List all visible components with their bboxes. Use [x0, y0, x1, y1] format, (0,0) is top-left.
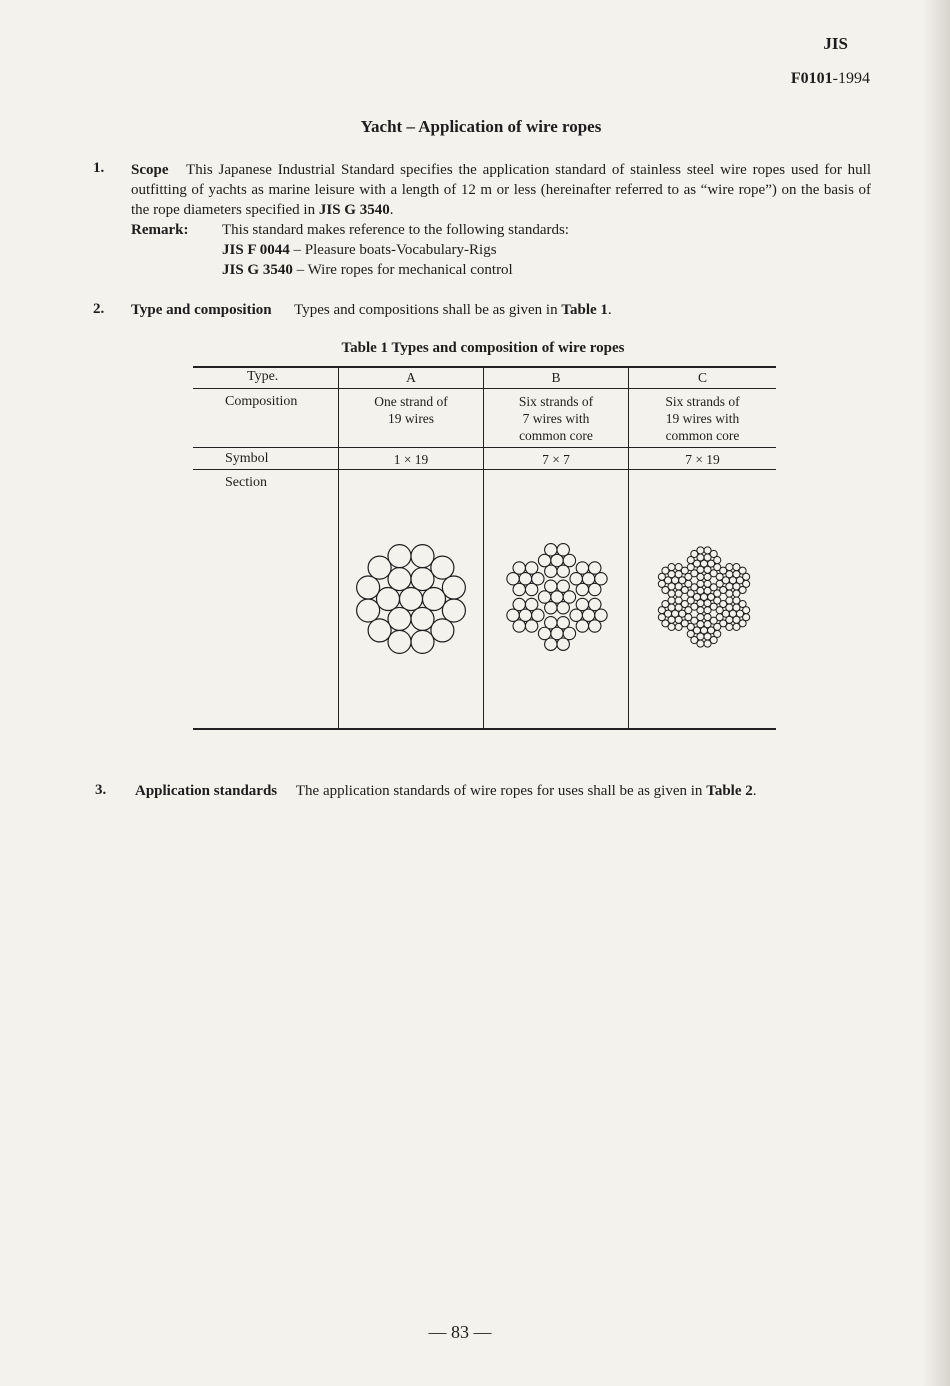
wire-circle: [525, 620, 537, 632]
composition-line: One strand of: [374, 394, 448, 409]
row-label-composition: Composition: [225, 394, 298, 409]
wire-circle: [589, 562, 601, 574]
wire-circle: [658, 614, 665, 621]
section2-text-ref: Table 1: [561, 302, 608, 318]
header-doc-code: F0101: [790, 70, 833, 87]
section1-scope-paragraph: [131, 160, 871, 220]
wire-circle: [357, 576, 380, 599]
wire-circle: [411, 630, 434, 653]
section3-heading: Application standards: [135, 783, 278, 799]
table-rule: [193, 447, 776, 448]
wire-circle: [704, 607, 711, 614]
type-a-symbol: 1 × 19: [393, 452, 429, 467]
row-label-section: Section: [225, 475, 267, 490]
section1-text-end: .: [389, 202, 394, 218]
type-a-composition: [339, 393, 483, 427]
reference-item: [222, 260, 513, 280]
wire-circle: [576, 562, 588, 574]
type-b-symbol: 7 × 7: [542, 452, 570, 467]
wire-circle: [576, 598, 588, 610]
wire-circle: [513, 598, 525, 610]
section2-text-end: .: [607, 302, 612, 318]
section1-number: 1.: [93, 160, 105, 176]
wire-circle: [377, 588, 400, 611]
table-rule: [193, 469, 776, 470]
type-a-header: A: [406, 370, 416, 385]
wire-circle: [697, 547, 704, 554]
wire-circle: [388, 545, 411, 568]
rope-1x19-section-icon: [353, 541, 469, 657]
wire-circle: [442, 576, 465, 599]
wire-circle: [589, 598, 601, 610]
section3-number: 3.: [95, 782, 107, 798]
composition-line: common core: [665, 428, 740, 443]
section1-heading: Scope: [131, 162, 169, 178]
wire-circle: [743, 607, 750, 614]
wire-circle: [411, 545, 434, 568]
composition-line: 19 wires with: [665, 411, 740, 426]
type-b-composition: [484, 393, 628, 444]
wire-circle: [525, 598, 537, 610]
wire-circle: [685, 607, 692, 614]
wire-circle: [368, 619, 391, 642]
wire-circle: [388, 607, 411, 630]
composition-line: Six strands of: [665, 394, 740, 409]
wire-circle: [704, 573, 711, 580]
wire-circle: [525, 562, 537, 574]
section3-paragraph: [135, 781, 756, 801]
wire-circle: [697, 580, 704, 587]
page-edge-shadow: [922, 0, 950, 1386]
wire-circle: [733, 623, 740, 630]
composition-line: common core: [519, 428, 593, 443]
type-c-composition: [629, 393, 776, 444]
table1: [193, 366, 776, 730]
type-c-symbol: 7 × 19: [685, 452, 720, 467]
remark-text: This standard makes reference to the following standards:: [222, 222, 569, 238]
composition-line: Six strands of: [518, 394, 594, 409]
wire-circle: [714, 623, 721, 630]
wire-circle: [557, 638, 569, 650]
wire-circle: [388, 630, 411, 653]
section1-text-ref: JIS G 3540: [318, 202, 390, 218]
wire-circle: [557, 544, 569, 556]
wire-circle: [589, 620, 601, 632]
wire-circle: [513, 562, 525, 574]
composition-line: 19 wires: [387, 411, 435, 426]
section1-text: This Japanese Industrial Standard specifies the application standard of stainless steel wire ropes used for hull outfitting of yachts as marine leisure with a length of 12 m or less (hereinafter referred to as “wire rope”) on the basis of the rope diameters specified in: [131, 162, 871, 218]
wire-circle: [714, 557, 721, 564]
section2-number: 2.: [93, 301, 105, 317]
wire-circle: [357, 599, 380, 622]
type-c-header: C: [697, 370, 707, 385]
wire-circle: [704, 640, 711, 647]
wire-circle: [687, 630, 694, 637]
section3-text: The application standards of wire ropes for uses shall be as given in: [295, 783, 707, 799]
page-number: — 83 —: [428, 1322, 492, 1342]
wire-circle: [687, 564, 694, 571]
reference-code: JIS G 3540: [222, 262, 293, 278]
table-rule: [193, 728, 776, 730]
wire-circle: [697, 614, 704, 621]
type-b-header: B: [551, 370, 561, 385]
table-rule: [193, 388, 776, 389]
wire-circle: [726, 564, 733, 571]
table1-caption: Table 1 Types and composition of wire ropes: [341, 340, 625, 356]
wire-circle: [726, 597, 733, 604]
rope-7x7-section-icon: [496, 541, 618, 653]
wire-circle: [431, 619, 454, 642]
page-title: Yacht – Application of wire ropes: [360, 117, 602, 136]
wire-circle: [557, 565, 569, 577]
reference-title: – Wire ropes for mechanical control: [296, 262, 513, 278]
wire-circle: [668, 597, 675, 604]
wire-circle: [675, 590, 682, 597]
row-label-type: Type.: [247, 369, 279, 384]
wire-circle: [557, 580, 569, 592]
wire-circle: [716, 580, 723, 587]
wire-circle: [423, 588, 446, 611]
wire-circle: [557, 602, 569, 614]
wire-circle: [545, 544, 557, 556]
row-label-symbol: Symbol: [225, 451, 269, 466]
wire-circle: [743, 573, 750, 580]
header-doc-year: -1994: [832, 70, 870, 87]
table-rule: [193, 366, 776, 368]
section2-heading: Type and composition: [131, 302, 272, 318]
rope-7x19-section-icon: [644, 541, 764, 653]
wire-circle: [589, 583, 601, 595]
reference-title: – Pleasure boats-Vocabulary-Rigs: [293, 242, 497, 258]
header-doc-number: [760, 70, 870, 88]
wire-circle: [557, 617, 569, 629]
reference-code: JIS F 0044: [222, 242, 290, 258]
wire-circle: [668, 564, 675, 571]
wire-circle: [411, 568, 434, 591]
section2-text: Types and compositions shall be as given in: [294, 302, 562, 318]
wire-circle: [442, 599, 465, 622]
wire-circle: [545, 580, 557, 592]
wire-circle: [525, 583, 537, 595]
header-standard-body: JIS: [823, 34, 848, 53]
wire-circle: [545, 617, 557, 629]
wire-circle: [658, 580, 665, 587]
wire-circle: [368, 556, 391, 579]
reference-item: [222, 240, 497, 260]
section3-text-end: .: [752, 783, 757, 799]
section3-text-ref: Table 2: [706, 783, 753, 799]
remark-label: Remark:: [131, 222, 189, 238]
wire-circle: [411, 607, 434, 630]
section2-paragraph: [131, 300, 612, 320]
wire-circle: [733, 590, 740, 597]
wire-circle: [431, 556, 454, 579]
wire-circle: [388, 568, 411, 591]
composition-line: 7 wires with: [522, 411, 590, 426]
wire-circle: [675, 623, 682, 630]
wire-circle: [400, 588, 423, 611]
